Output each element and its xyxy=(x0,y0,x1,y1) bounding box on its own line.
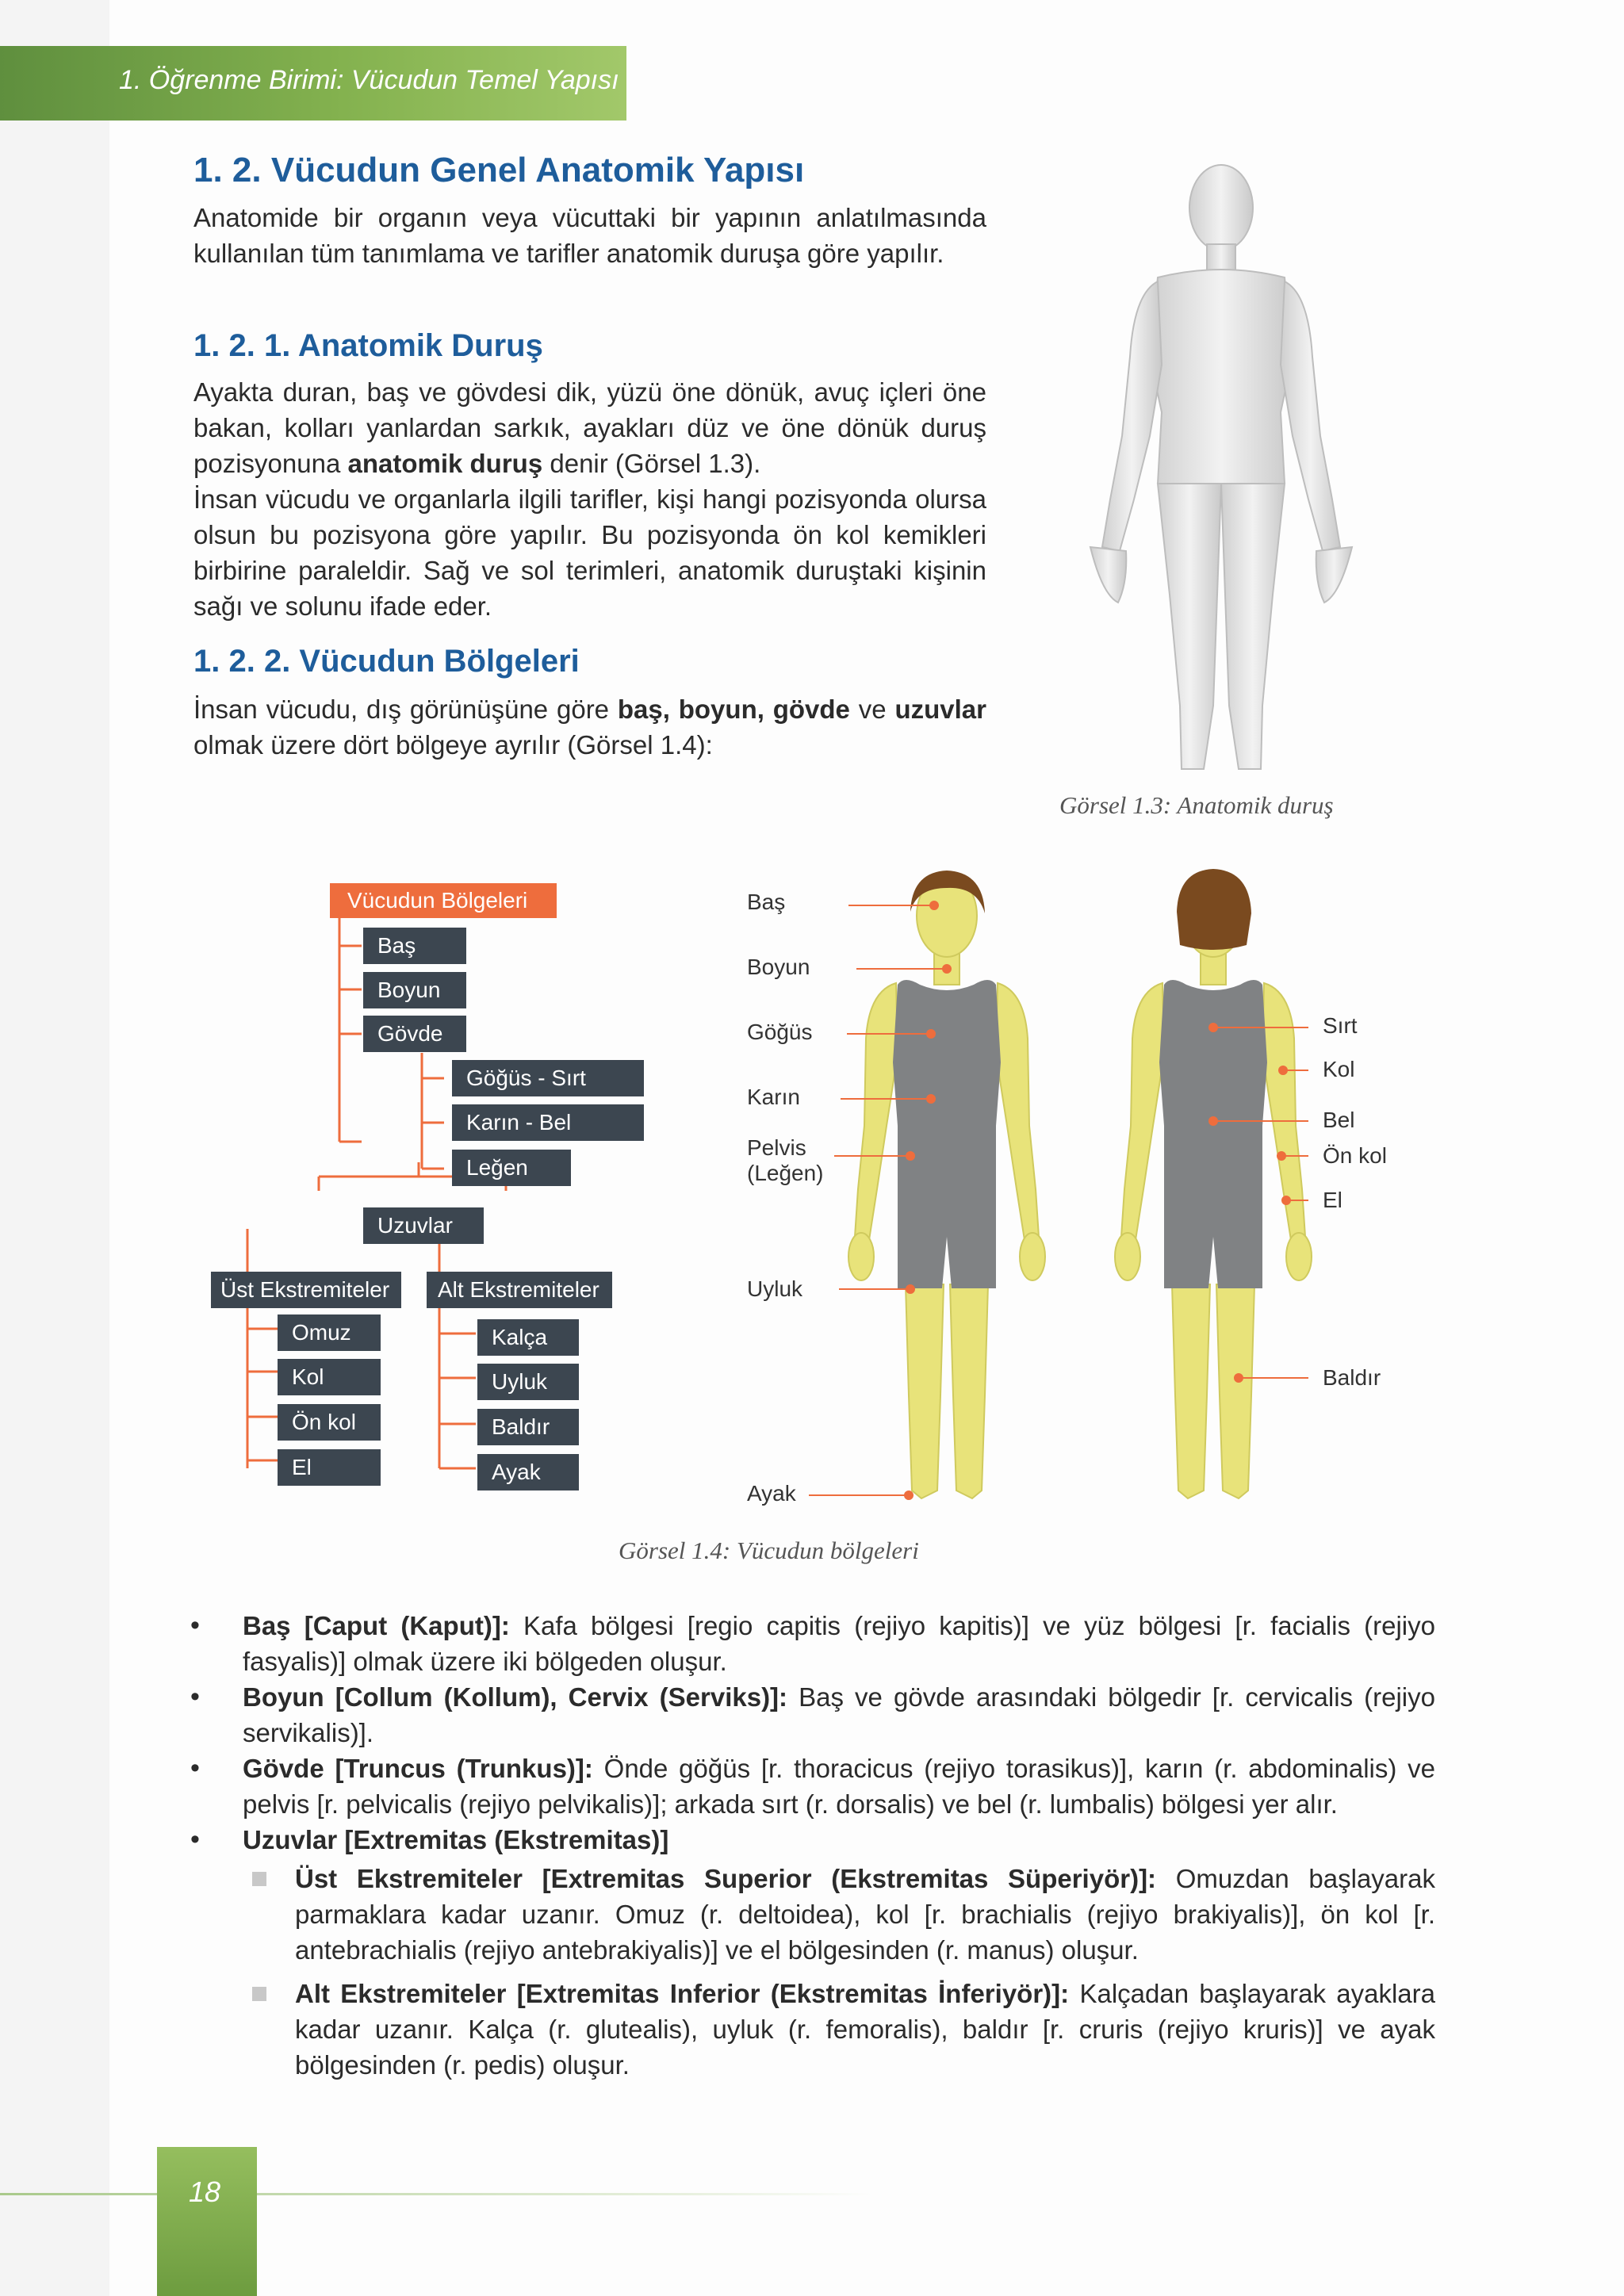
text-run: İnsan vücudu, dış görünüşüne göre xyxy=(193,695,618,724)
subsection-title-body-regions: 1. 2. 2. Vücudun Bölgeleri xyxy=(193,644,580,679)
list-item xyxy=(167,1608,1435,1679)
label-bas: Baş xyxy=(747,890,786,914)
tree-node-govde: Gövde xyxy=(363,1016,466,1052)
tree-node-bas: Baş xyxy=(363,928,466,964)
item-text: Baş ve gövde arasındaki bölgedir [r. cervicalis (rejiyo servikalis)]. xyxy=(243,1682,1435,1747)
tree-leaf-on-kol: Ön kol xyxy=(278,1404,381,1441)
bold-term: Uzuvlar [Extremitas (Ekstremitas)] xyxy=(243,1825,669,1854)
page-number: 18 xyxy=(189,2175,221,2208)
bullet-dot: • xyxy=(190,1753,200,1783)
tree-node-boyun: Boyun xyxy=(363,972,466,1008)
body-regions-figure xyxy=(793,856,1443,1514)
label-gogus: Göğüs xyxy=(747,1020,813,1044)
tree-node-uzuvlar: Uzuvlar xyxy=(363,1207,484,1244)
label-sirt: Sırt xyxy=(1323,1013,1358,1038)
bullet-dot: • xyxy=(190,1610,200,1640)
text-run: denir (Görsel 1.3). xyxy=(542,449,761,478)
section-intro: Anatomide bir organın veya vücuttaki bir yapının anlatılmasında kullanılan tüm tanımlama ve tarifler anatomik duruşa göre yapılır. xyxy=(193,203,986,268)
bold-term: anatomik duruş xyxy=(347,449,543,478)
unit-header-banner xyxy=(0,46,626,121)
item-text: Omuzdan başlayarak parmaklara kadar uzanır. Omuz (r. deltoidea), kol [r. brachialis (rejiyo brakiyalis)], ön kol [r. antebrachialis (rejiyo antebrakiyalis)] ve el bölgesinden (r. manus) oluşur. xyxy=(295,1864,1435,1965)
unit-title: 1. Öğrenme Birimi: Vücudun Temel Yapısı xyxy=(119,65,619,95)
label-uyluk: Uyluk xyxy=(747,1276,803,1301)
label-boyun: Boyun xyxy=(747,955,810,979)
anatomic-posture-paragraph xyxy=(193,374,986,624)
bold-term: Boyun [Collum (Kollum), Cervix (Serviks)]: xyxy=(243,1682,788,1712)
label-pelvis: Pelvis xyxy=(747,1135,806,1160)
bold-term: Baş [Caput (Kaput)]: xyxy=(243,1611,510,1640)
square-bullet-icon xyxy=(252,1987,266,2001)
bullet-dot: • xyxy=(190,1824,200,1854)
subsection-title-anatomic-posture: 1. 2. 1. Anatomik Duruş xyxy=(193,328,543,363)
body-regions-paragraph xyxy=(193,691,986,763)
label-el: El xyxy=(1323,1188,1342,1212)
bold-term: Üst Ekstremiteler [Extremitas Superior (Ekstremitas Süperiyör)]: xyxy=(295,1864,1157,1893)
figure14-caption: Görsel 1.4: Vücudun bölgeleri xyxy=(619,1536,919,1564)
anatomic-posture-figure xyxy=(1055,151,1388,801)
label-legen: (Leğen) xyxy=(747,1161,824,1185)
region-definitions-list xyxy=(167,1608,1435,2083)
tree-connectors xyxy=(206,880,650,1483)
list-item xyxy=(167,1751,1435,1822)
page-number-box xyxy=(157,2147,257,2296)
label-on-kol: Ön kol xyxy=(1323,1143,1387,1168)
list-item xyxy=(167,1679,1435,1751)
label-ayak: Ayak xyxy=(747,1481,796,1506)
label-karin: Karın xyxy=(747,1085,800,1109)
bold-term: uzuvlar xyxy=(894,695,986,724)
tree-leaf-omuz: Omuz xyxy=(278,1314,381,1351)
list-item xyxy=(167,1822,1435,1858)
tree-leaf-kalca: Kalça xyxy=(477,1319,579,1356)
tree-leaf-el: El xyxy=(278,1449,381,1486)
back-figure xyxy=(1115,869,1312,1498)
item-text: Kalçadan başlayarak ayaklara kadar uzanır. Kalça (r. glutealis), uyluk (r. femoralis), baldır [r. cruris (rejiyo kruris)] ve ayak bölgesinden (r. pedis) oluşur. xyxy=(295,1979,1435,2080)
tree-root-body-regions: Vücudun Bölgeleri xyxy=(330,883,557,918)
item-text: Kafa bölgesi [regio capitis (rejiyo kapitis)] ve yüz bölgesi [r. facialis (rejiyo fasyalis)] olmak üzere iki bölgeden oluşur. xyxy=(243,1611,1435,1676)
tree-leaf-uyluk: Uyluk xyxy=(477,1364,579,1400)
bullet-dot: • xyxy=(190,1682,200,1712)
tree-leaf-kol: Kol xyxy=(278,1359,381,1395)
left-margin-band xyxy=(0,0,109,2296)
sub-list-item xyxy=(167,1976,1435,2083)
sub-list-item xyxy=(167,1861,1435,1968)
tree-node-legen: Leğen xyxy=(452,1150,571,1186)
figure13-caption: Görsel 1.3: Anatomik duruş xyxy=(1059,791,1334,819)
tree-node-ust-ekstremiteler: Üst Ekstremiteler xyxy=(211,1272,401,1308)
bold-term: Gövde [Truncus (Trunkus)]: xyxy=(243,1754,593,1783)
item-text: Önde göğüs [r. thoracicus (rejiyo torasikus)], karın (r. abdominalis) ve pelvis [r. pelvicalis (rejiyo pelvikalis)]; arkada sırt (r. dorsalis) ve bel (r. lumbalis) bölgesi yer alır. xyxy=(243,1754,1435,1819)
text-run: ve xyxy=(849,695,895,724)
label-baldir: Baldır xyxy=(1323,1365,1381,1390)
square-bullet-icon xyxy=(252,1872,266,1886)
tree-leaf-ayak: Ayak xyxy=(477,1454,579,1490)
text-run: olmak üzere dört bölgeye ayrılır (Görsel 1.4): xyxy=(193,730,713,760)
text-run: Ayakta duran, baş ve gövdesi dik, yüzü öne dönük, avuç içleri öne bakan, kolları yanlardan sarkık, ayakları düz ve öne dönük duruş pozisyonuna xyxy=(193,377,986,478)
tree-node-alt-ekstremiteler: Alt Ekstremiteler xyxy=(427,1272,612,1308)
bold-term: baş, boyun, gövde xyxy=(617,695,850,724)
section-title: 1. 2. Vücudun Genel Anatomik Yapısı xyxy=(193,151,805,189)
tree-node-karin-bel: Karın - Bel xyxy=(452,1104,644,1141)
footer-line xyxy=(0,2193,872,2195)
label-kol: Kol xyxy=(1323,1057,1355,1081)
label-bel: Bel xyxy=(1323,1108,1355,1132)
tree-leaf-baldir: Baldır xyxy=(477,1409,579,1445)
bold-term: Alt Ekstremiteler [Extremitas Inferior (Ekstremitas İnferiyör)]: xyxy=(295,1979,1070,2008)
tree-node-gogus-sirt: Göğüs - Sırt xyxy=(452,1060,644,1096)
text-run: İnsan vücudu ve organlarla ilgili tarifler, kişi hangi pozisyonda olursa olsun bu pozisyona göre yapılır. Bu pozisyonda ön kol kemikleri birbirine paraleldir. Sağ ve sol terimleri, anatomik duruştaki kişinin sağı ve solunu ifade eder. xyxy=(193,484,986,621)
